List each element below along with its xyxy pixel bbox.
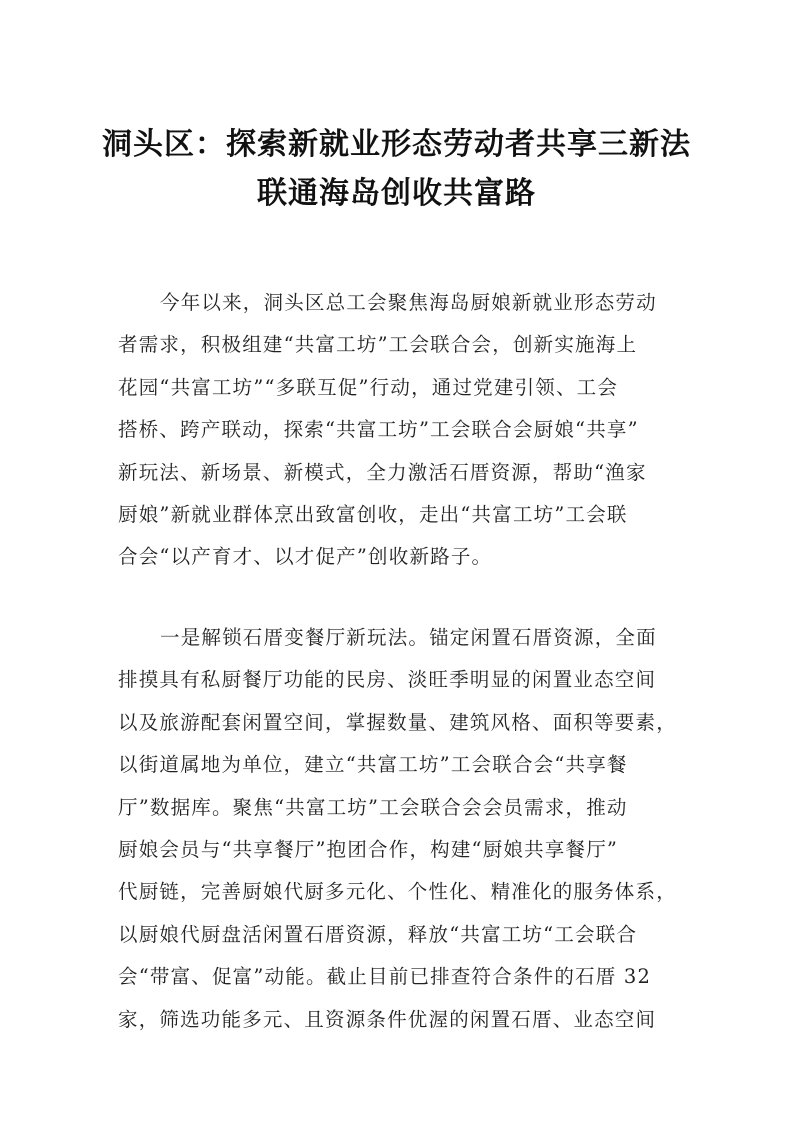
paragraph-line: 者需求，积极组建“共富工坊”工会联合会，创新实施海上	[118, 333, 638, 357]
paragraph-line: 会“带富、促富”动能。截止目前已排查符合条件的石厝 32	[118, 965, 652, 989]
paragraph-line: 厨娘会员与“共享餐厅”抱团合作，构建“厨娘共享餐厅”	[118, 838, 619, 862]
paragraph-line: 搭桥、跨产联动，探索“共富工坊”工会联合会厨娘“共享”	[118, 418, 639, 442]
paragraph-line: 排摸具有私厨餐厅功能的民房、淡旺季明显的闲置业态空间	[118, 668, 657, 692]
paragraph-line: 新玩法、新场景、新模式，全力激活石厝资源，帮助“渔家	[118, 460, 647, 484]
paragraph-line: 以街道属地为单位，建立“共富工坊”工会联合会“共享餐	[118, 753, 628, 777]
paragraph-first-point	[118, 617, 678, 1041]
paragraph-line: 以厨娘代厨盘活闲置石厝资源，释放“共富工坊“工会联合	[118, 922, 638, 946]
title-line-2: 联通海岛创收共富路	[257, 176, 536, 211]
title-line-1: 洞头区：探索新就业形态劳动者共享三新法	[102, 127, 691, 162]
paragraph-line: 厨娘”新就业群体烹出致富创收，走出“共富工坊”工会联	[118, 503, 628, 527]
paragraph-line: 厅”数据库。聚焦“共富工坊”工会联合会会员需求，推动	[118, 795, 628, 819]
paragraph-line: 合会“以产育才、以才促产”创收新路子。	[118, 545, 493, 569]
paragraph-line: 花园“共富工坊”“多联互促”行动，通过党建引领、工会	[118, 375, 619, 399]
paragraph-line: 代厨链，完善厨娘代厨多元化、个性化、精准化的服务体系，	[118, 880, 677, 904]
paragraph-line: 家，筛选功能多元、且资源条件优渥的闲置石厝、业态空间	[118, 1007, 657, 1031]
paragraph-line: 今年以来，洞头区总工会聚焦海岛厨娘新就业形态劳动	[160, 291, 657, 314]
page-title	[60, 120, 733, 218]
paragraph-line: 一是解锁石厝变餐厅新玩法。锚定闲置石厝资源，全面	[160, 626, 657, 649]
paragraph-line: 以及旅游配套闲置空间，掌握数量、建筑风格、面积等要素，	[118, 710, 677, 734]
paragraph-intro	[118, 282, 678, 579]
